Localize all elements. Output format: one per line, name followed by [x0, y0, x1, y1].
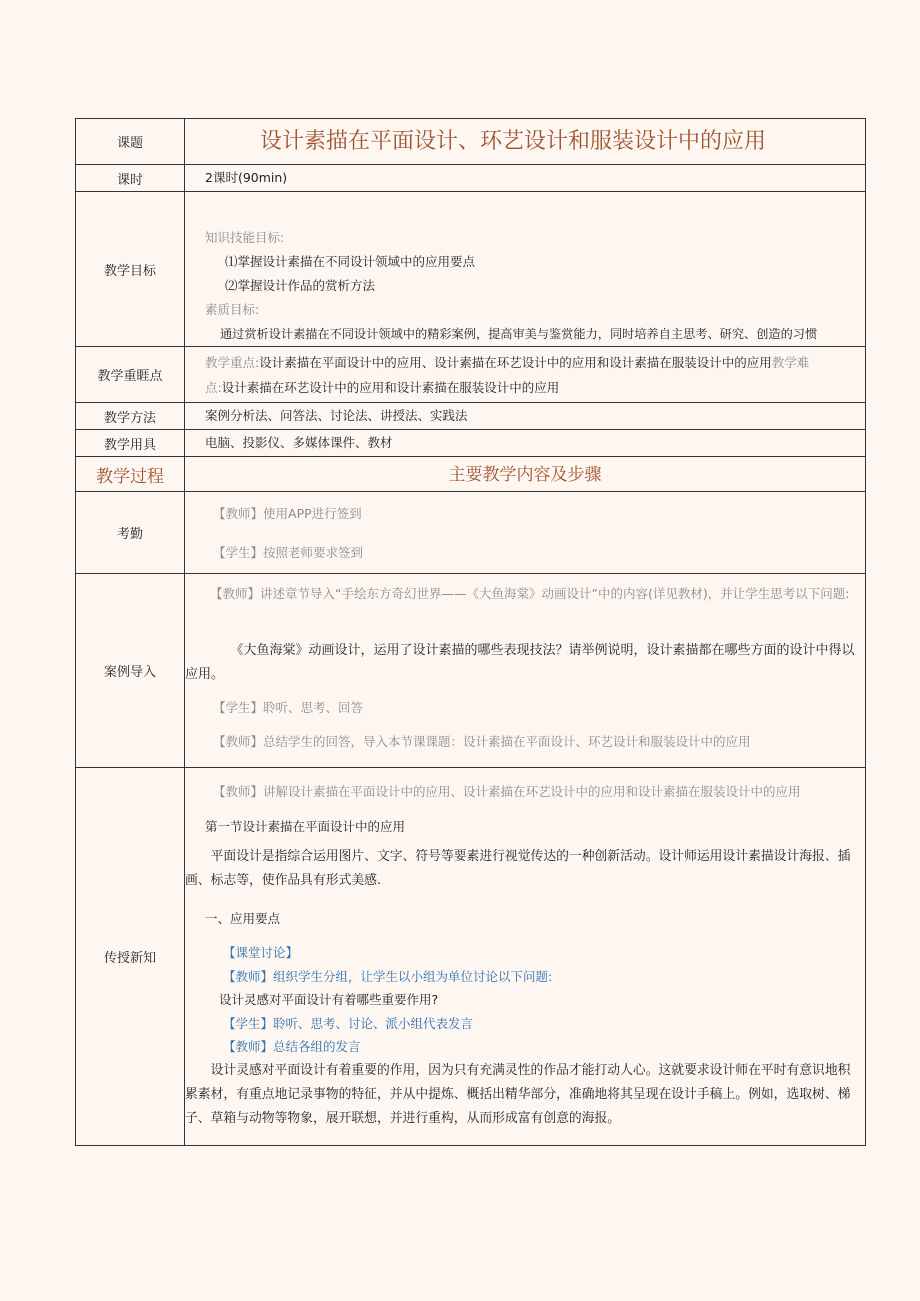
- new-teacher-text: 讲解设计素描在平面设计中的应用、设计素描在环艺设计中的应用和设计素描在服装设计中的应用: [263, 784, 801, 799]
- case-intro-label: 案例导入: [76, 574, 185, 767]
- intro-summary-text: 总结学生的回答，导入本节课课题：设计素描在平面设计、环艺设计和服装设计中的应用: [263, 734, 751, 749]
- discussion-question: 设计灵感对平面设计有着哪些重要作用?: [219, 992, 439, 1007]
- key-points-label: 教学重睚点: [76, 347, 185, 402]
- topic-row: [76, 119, 865, 165]
- paragraph-inspiration: 设计灵感对平面设计有着重要的作用，因为只有充满灵性的作品才能打动人心。这就要求设计师在平时有意识地积累素材，有重点地记录事物的特征，并从中提炼、概括出精华部分，准确地将其呈现在设计手稿上。例如，选取树、梯子、草箱与动物等物象，展开联想，并进行重构，从而形成富有创意的海报。: [185, 1063, 851, 1126]
- hours-value: 2课时(90min): [205, 170, 288, 185]
- process-label: 教学过程: [76, 457, 185, 491]
- lesson-plan-table: [75, 118, 866, 1146]
- attendance-teacher-text: 使用APP进行签到: [263, 506, 362, 521]
- method-value: 案例分析法、问答法、讨论法、讲授法、实践法: [205, 408, 468, 423]
- tools-label: 教学用具: [76, 430, 185, 456]
- intro-question: 《大鱼海棠》动画设计，运用了设计素描的哪些表现技法？请举例说明，设计素描都在哪些方面的设计中得以应用。: [185, 643, 855, 682]
- difficulty-heading-part2: 点:: [205, 380, 222, 395]
- hours-label: 课时: [76, 165, 185, 191]
- attendance-label: 考勤: [76, 492, 185, 573]
- student-tag: 【学生】: [213, 545, 264, 560]
- quality-goal-1: 通过赏析设计素描在不同设计领域中的精彩案例，提高审美与鉴赏能力，同时培养自主思考、研究、创造的习惯: [220, 327, 818, 341]
- paragraph-graphic-design: 平面设计是指综合运用图片、文字、符号等要素进行视觉传达的一种创新活动。设计师运用设计素描设计海报、插画、标志等，使作品具有形式美感.: [185, 849, 851, 888]
- method-row: [76, 403, 865, 430]
- knowledge-goal-2: ⑵掌握设计作品的赏析方法: [225, 278, 376, 293]
- tools-row: [76, 430, 865, 457]
- intro-student-text: 聆听、思考、回答: [263, 700, 364, 715]
- attendance-student-text: 按照老师要求签到: [263, 545, 364, 560]
- teacher-tag: 【教师】: [210, 586, 261, 601]
- goals-row: [76, 192, 865, 347]
- process-header-row: [76, 457, 865, 492]
- key-points-row: [76, 347, 865, 403]
- topic-label: 课题: [76, 119, 185, 164]
- intro-teacher-text: 讲述章节导入“手绘东方奇幻世界——《大鱼海棠》动画设计”中的内容(详见教材)，并让学生思考以下问题:: [260, 586, 850, 601]
- tools-value: 电脑、投影仪、多媒体课件、教材: [205, 435, 393, 450]
- case-intro-row: [76, 574, 865, 768]
- discussion-student-line: 【学生】聆听、思考、讨论、派小组代表发言: [223, 1016, 474, 1031]
- goals-label: 教学目标: [76, 192, 185, 346]
- discussion-summary-line: 【教师】总结各组的发言: [223, 1039, 361, 1054]
- knowledge-heading: 知识技能目标:: [205, 230, 285, 245]
- difficulty-text: 设计素描在环艺设计中的应用和设计素描在服装设计中的应用: [221, 380, 560, 395]
- student-tag: 【学生】: [213, 700, 264, 715]
- method-label: 教学方法: [76, 403, 185, 429]
- section-1-heading: 第一节设计素描在平面设计中的应用: [205, 819, 406, 834]
- teacher-tag: 【教师】: [213, 506, 264, 521]
- process-heading: 主要教学内容及步骤: [448, 465, 602, 485]
- key-heading: 教学重点:: [205, 355, 260, 370]
- new-knowledge-row: [76, 768, 865, 1145]
- subsection-heading: 一、应用要点: [205, 911, 281, 926]
- key-text: 设计素描在平面设计中的应用、设计素描在环艺设计中的应用和设计素描在服装设计中的应用: [259, 355, 772, 370]
- teacher-tag: 【教师】: [213, 734, 264, 749]
- class-discussion-tag: 【课堂讨论】: [223, 945, 299, 960]
- quality-heading: 素质目标:: [205, 302, 260, 317]
- hours-row: [76, 165, 865, 192]
- discussion-teacher-line: 【教师】组织学生分组，让学生以小组为单位讨论以下问题:: [223, 969, 553, 984]
- attendance-row: [76, 492, 865, 574]
- knowledge-goal-1: ⑴掌握设计素描在不同设计领域中的应用要点: [225, 254, 476, 269]
- topic-title: 设计素描在平面设计、环艺设计和服装设计中的应用: [260, 129, 767, 154]
- teacher-tag: 【教师】: [213, 784, 264, 799]
- difficulty-heading-part1: 教学难: [771, 355, 810, 370]
- new-knowledge-label: 传授新知: [76, 768, 185, 1145]
